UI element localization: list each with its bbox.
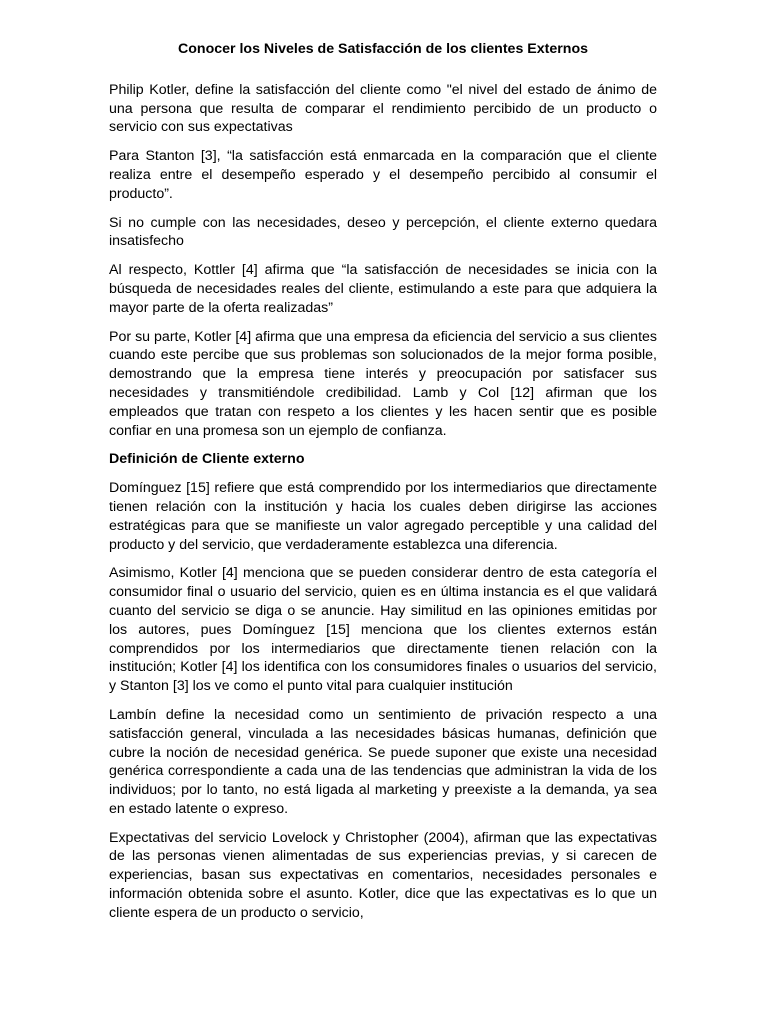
document-page [109,40,657,933]
paragraph: Si no cumple con las necesidades, deseo y percepción, el cliente externo quedara insatisfecho [109,214,657,250]
paragraph: Lambín define la necesidad como un sentimiento de privación respecto a una satisfacción general, vinculada a las necesidades básicas humanas, definición que cubre la noción de necesidad genérica. Se puede suponer que existe una necesidad genérica correspondiente a cada una de las tendencias que administran la vida de los individuos; por lo tanto, no está ligada al marketing y preexiste a la demanda, ya sea en estado latente o expreso. [109,706,657,817]
paragraph: Expectativas del servicio Lovelock y Christopher (2004), afirman que las expectativas de las personas vienen alimentadas de sus experiencias previas, y si carecen de experiencias, basan sus expectativas en comentarios, necesidades personales e información obtenida sobre el asunto. Kotler, dice que las expectativas es lo que un cliente espera de un producto o servicio, [109,829,657,921]
paragraph: Al respecto, Kottler [4] afirma que “la satisfacción de necesidades se inicia con la búsqueda de necesidades reales del cliente, estimulando a este para que adquiera la mayor parte de la oferta realizadas” [109,262,657,316]
paragraph: Por su parte, Kotler [4] afirma que una empresa da eficiencia del servicio a sus clientes cuando este percibe que sus problemas son solucionados de la mejor forma posible, demostrando que la empresa tiene interés y preocupación por satisfacer sus necesidades y transmitiéndole credibilidad. Lamb y Col [12] afirman que los empleados que tratan con respeto a los clientes y les hacen sentir que es posible confiar en una promesa son un ejemplo de confianza. [109,328,657,439]
paragraph: Philip Kotler, define la satisfacción del cliente como "el nivel del estado de ánimo de una persona que resulta de comparar el rendimiento percibido de un producto o servicio con sus expectativas [109,81,657,136]
paragraph: Asimismo, Kotler [4] menciona que se pueden considerar dentro de esta categoría el consumidor final o usuario del servicio, quien es en última instancia es el que validará cuanto del servicio se diga o se anuncie. Hay similitud en las opiniones emitidas por los autores, pues Domínguez [15] menciona que los clientes externos están comprendidos por los intermediarios que directamente tienen relación con la institución; Kotler [4] los identifica con los consumidores finales o usuarios del servicio, y Stanton [3] los ve como el punto vital para cualquier institución [109,565,657,695]
paragraph: Domínguez [15] refiere que está comprendido por los intermediarios que directamente tienen relación con la institución y hacia los cuales deben dirigirse las acciones estratégicas para que se manifieste un valor agregado perceptible y una calidad del producto y del servicio, que verdaderamente establezca una diferencia. [109,480,657,553]
document-title: Conocer los Niveles de Satisfacción de los clientes Externos [177,41,588,57]
paragraph: Para Stanton [3], “la satisfacción está enmarcada en la comparación que el cliente realiza entre el desempeño esperado y el desempeño percibido al consumir el producto”. [109,148,657,202]
section-heading: Definición de Cliente externo [109,451,305,468]
